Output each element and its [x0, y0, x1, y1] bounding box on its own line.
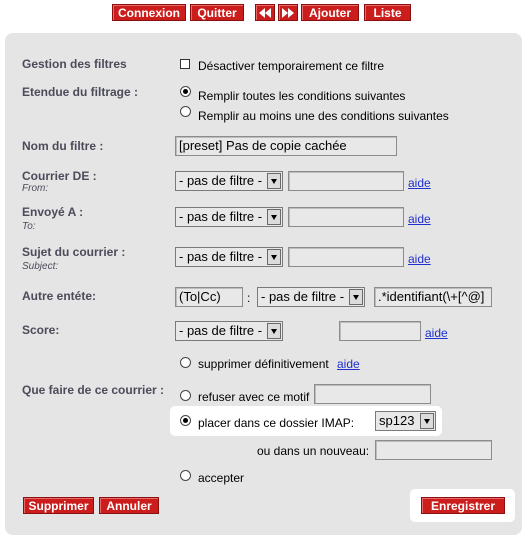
- dropdown-arrow-icon: [267, 173, 281, 189]
- other-header-filter-select[interactable]: [257, 287, 365, 307]
- dropdown-arrow-icon: [267, 323, 281, 339]
- score-label: Score:: [22, 323, 60, 337]
- action-move-label: placer dans ce dossier IMAP:: [198, 416, 355, 430]
- supprimer-button[interactable]: Supprimer: [23, 497, 94, 514]
- subject-filter-select[interactable]: [175, 247, 283, 267]
- or-new-folder-label: ou dans un nouveau:: [257, 444, 370, 458]
- scope-any-label: Remplir au moins une des conditions suivantes: [198, 109, 449, 123]
- enregistrer-button[interactable]: Enregistrer: [421, 497, 505, 514]
- colon-separator: :: [247, 291, 251, 305]
- from-value-input[interactable]: [288, 171, 404, 191]
- scope-all-label: Remplir toutes les conditions suivantes: [198, 89, 406, 103]
- other-header-pattern-input[interactable]: .*identifiant(\+[^@]: [374, 287, 492, 307]
- annuler-button[interactable]: Annuler: [99, 497, 159, 514]
- subject-help-link[interactable]: aide: [408, 252, 431, 266]
- action-label: Que faire de ce courrier :: [22, 383, 165, 397]
- filter-name-input[interactable]: [preset] Pas de copie cachée: [175, 136, 397, 156]
- to-label: Envoyé A :: [22, 205, 84, 219]
- dropdown-arrow-icon: [267, 249, 281, 265]
- to-value-input[interactable]: [288, 207, 404, 227]
- from-label: Courrier DE :: [22, 169, 97, 183]
- score-value-input[interactable]: [339, 321, 421, 341]
- action-accept-label: accepter: [198, 471, 245, 485]
- imap-folder-value: sp123: [379, 413, 415, 428]
- to-help-link[interactable]: aide: [408, 212, 431, 226]
- other-header-filter-value: - pas de filtre -: [261, 289, 345, 304]
- subject-label: Sujet du courrier :: [22, 245, 126, 259]
- action-delete-label: supprimer définitivement: [198, 357, 329, 371]
- other-header-name-input[interactable]: (To|Cc): [175, 287, 243, 307]
- subject-filter-value: - pas de filtre -: [179, 249, 263, 264]
- subject-value-input[interactable]: [288, 247, 404, 267]
- to-filter-select[interactable]: [175, 207, 283, 227]
- from-filter-value: - pas de filtre -: [179, 173, 263, 188]
- dropdown-arrow-icon: [267, 209, 281, 225]
- dropdown-arrow-icon: [349, 289, 363, 305]
- from-help-link[interactable]: aide: [408, 176, 431, 190]
- action-refuse-label: refuser avec ce motif: [198, 390, 310, 404]
- ajouter-button[interactable]: Ajouter: [301, 4, 359, 21]
- to-sublabel: To:: [22, 221, 36, 232]
- dropdown-arrow-icon: [420, 413, 434, 429]
- double-chevron-left-icon: [259, 8, 271, 18]
- imap-folder-select[interactable]: [375, 411, 436, 431]
- scope-all-radio[interactable]: [180, 86, 191, 97]
- disable-filter-checkbox[interactable]: [180, 59, 190, 69]
- to-filter-value: - pas de filtre -: [179, 209, 263, 224]
- from-sublabel: From:: [22, 183, 49, 194]
- subject-sublabel: Subject:: [22, 261, 59, 272]
- next-button[interactable]: [278, 4, 298, 21]
- nom-label: Nom du filtre :: [22, 139, 104, 153]
- score-filter-select[interactable]: [175, 321, 283, 341]
- action-accept-radio[interactable]: [180, 470, 191, 481]
- gestion-label: Gestion des filtres: [22, 57, 127, 71]
- refuse-reason-input[interactable]: [314, 384, 431, 404]
- etendue-label: Etendue du filtrage :: [22, 85, 139, 99]
- action-help-link[interactable]: aide: [337, 357, 360, 371]
- action-delete-radio[interactable]: [180, 357, 191, 368]
- action-move-radio[interactable]: [180, 415, 191, 426]
- other-header-label: Autre entéte:: [22, 289, 97, 303]
- previous-button[interactable]: [255, 4, 275, 21]
- from-filter-select[interactable]: [175, 171, 283, 191]
- disable-filter-label: Désactiver temporairement ce filtre: [198, 59, 385, 73]
- quitter-button[interactable]: Quitter: [190, 4, 244, 21]
- score-help-link[interactable]: aide: [425, 326, 448, 340]
- scope-any-radio[interactable]: [180, 106, 191, 117]
- connexion-button[interactable]: Connexion: [112, 4, 186, 21]
- new-folder-input[interactable]: [375, 440, 492, 460]
- action-refuse-radio[interactable]: [180, 390, 191, 401]
- double-chevron-right-icon: [282, 8, 294, 18]
- score-filter-value: - pas de filtre -: [179, 323, 263, 338]
- liste-button[interactable]: Liste: [364, 4, 411, 21]
